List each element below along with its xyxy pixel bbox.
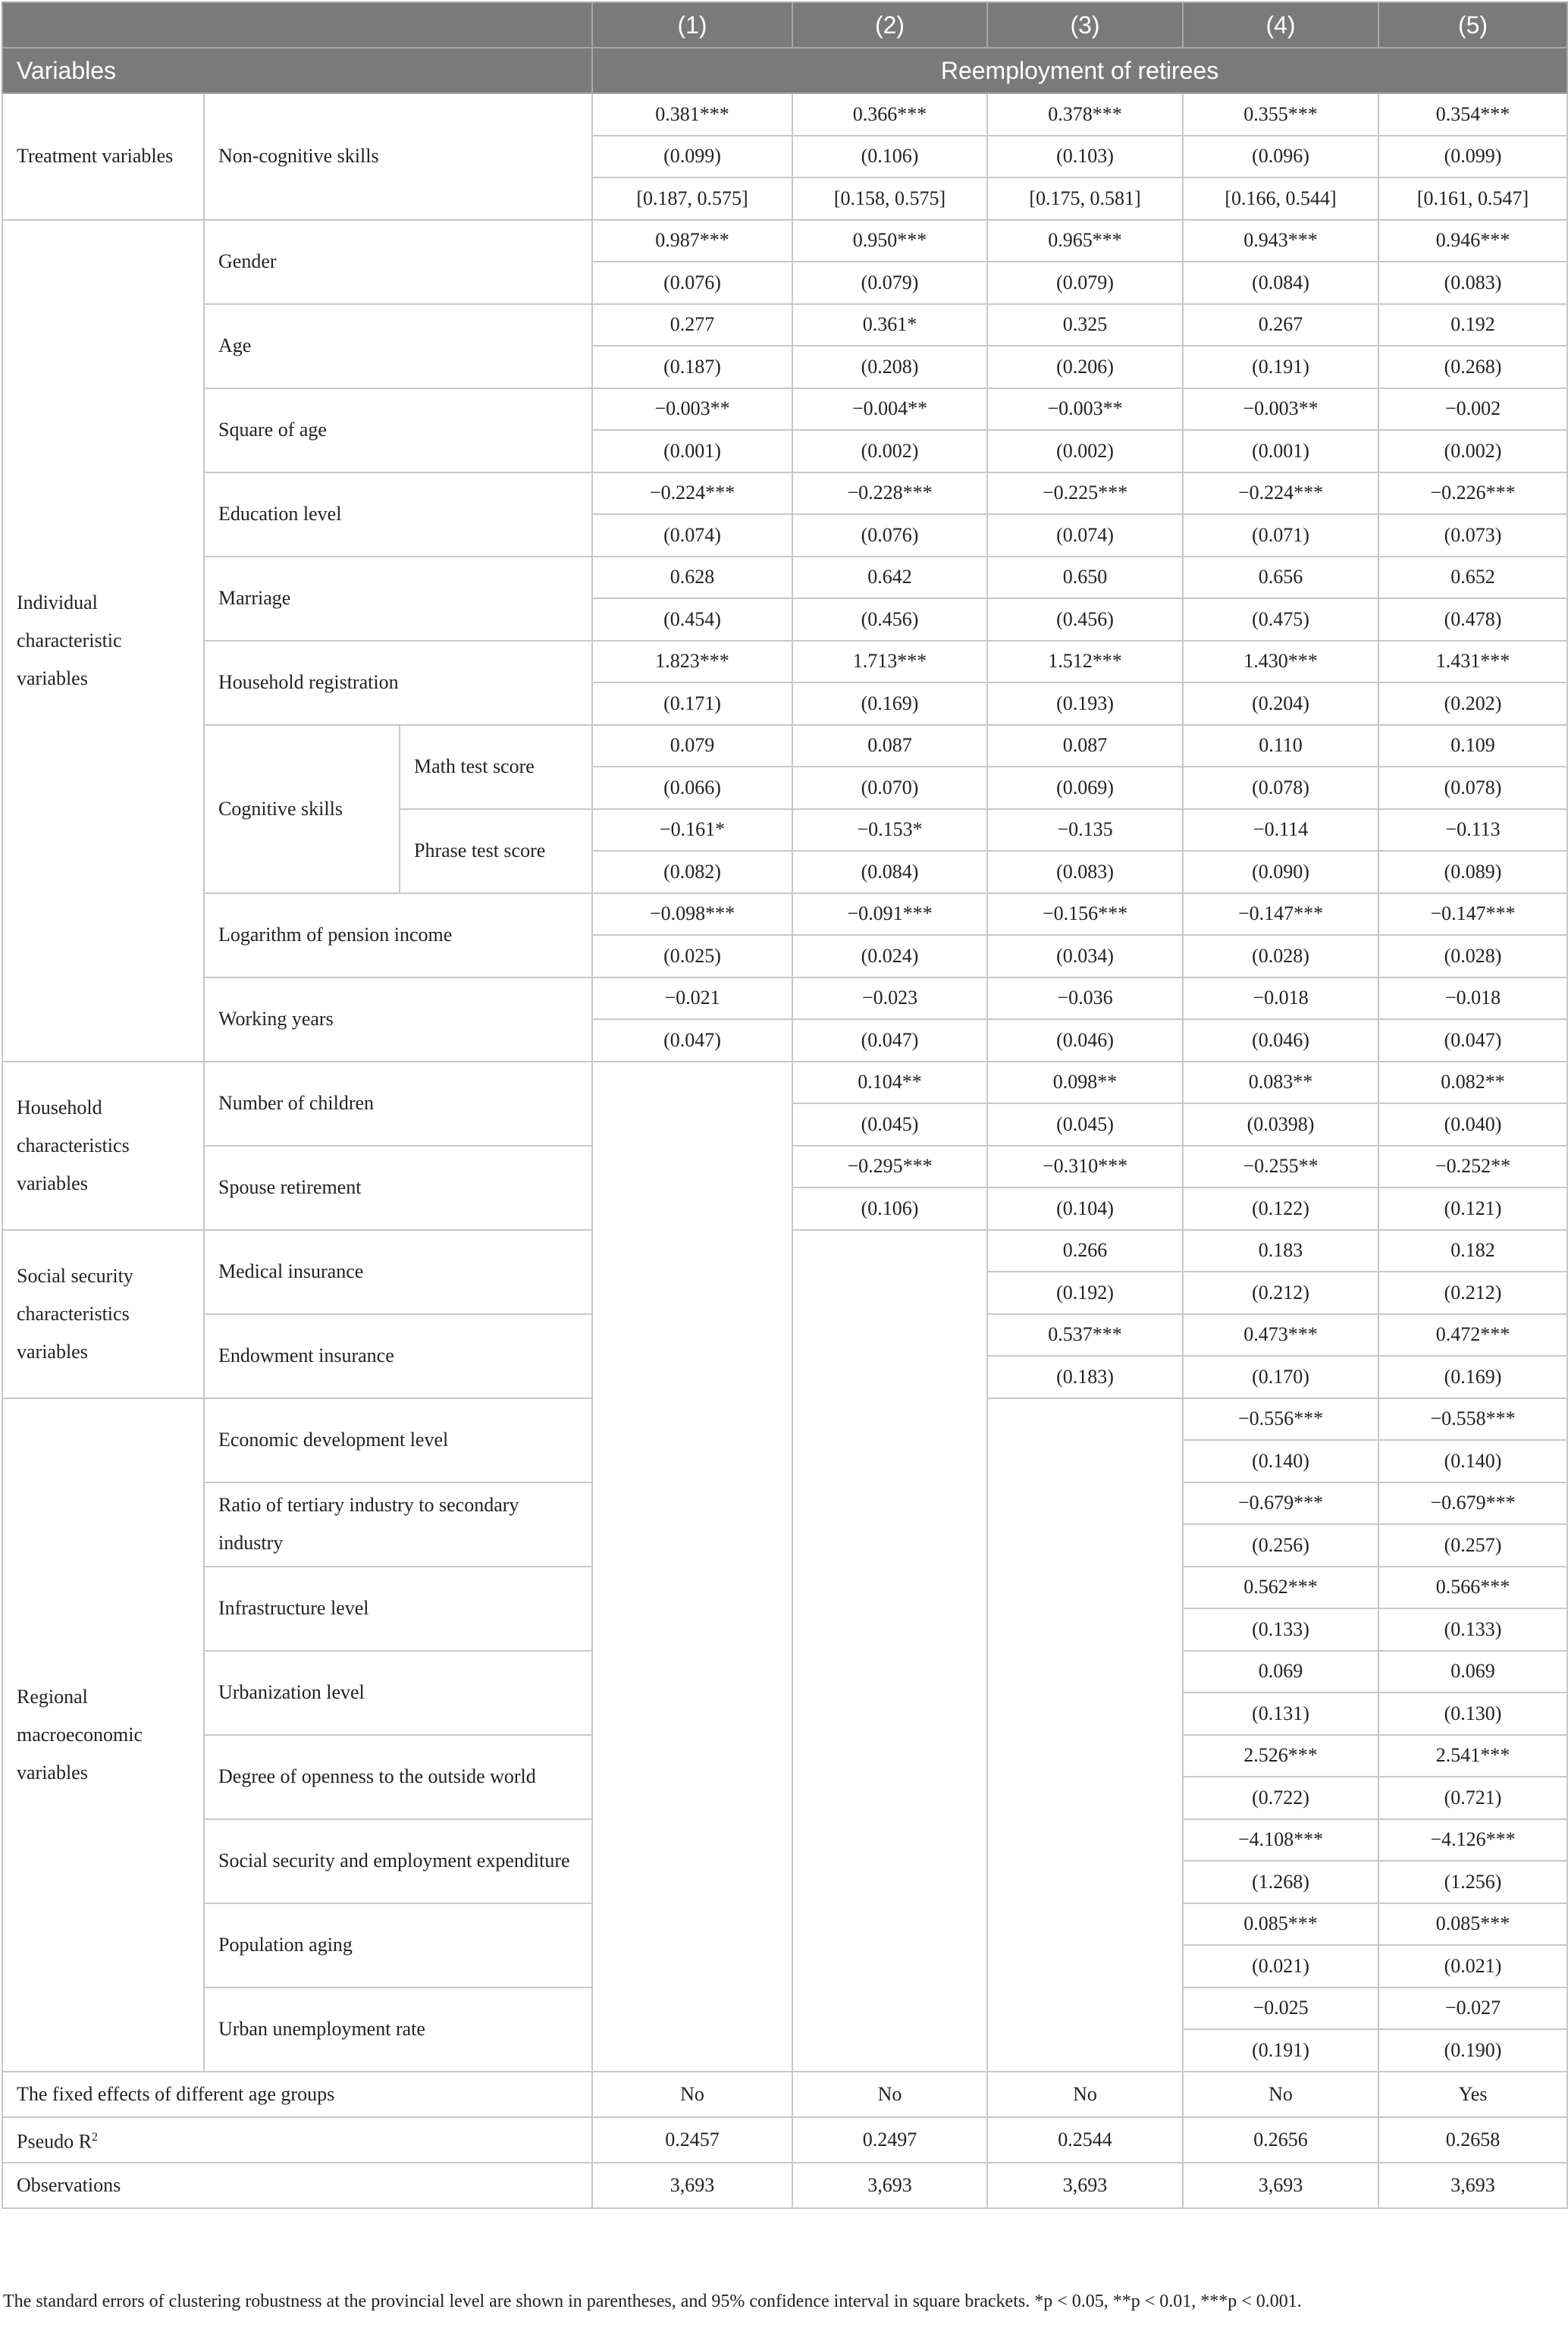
se-cell: (0.034): [987, 935, 1183, 977]
dependent-variable-header: Reemployment of retirees: [592, 48, 1567, 93]
se-cell: (0.069): [987, 767, 1183, 809]
empty-cell: [987, 1398, 1183, 2072]
coef-cell: 0.104**: [792, 1062, 987, 1104]
coef-cell: 0.562***: [1183, 1567, 1378, 1609]
se-cell: (0.046): [1183, 1019, 1378, 1062]
table-row: [2, 641, 1567, 683]
coef-cell: −0.027: [1378, 1987, 1567, 2030]
group-label-treatment: Treatment variables: [2, 93, 204, 220]
coef-cell: 0.361*: [792, 304, 987, 347]
coef-cell: 1.713***: [792, 641, 987, 683]
se-cell: (0.047): [792, 1019, 987, 1062]
se-cell: (0.133): [1183, 1608, 1378, 1651]
empty-cell: [792, 1230, 987, 2072]
se-cell: (0.131): [1183, 1693, 1378, 1735]
se-cell: (0.257): [1378, 1524, 1567, 1567]
se-cell: (0.256): [1183, 1524, 1378, 1567]
table-row: [2, 1062, 1567, 1104]
row-label: Age: [204, 304, 592, 388]
coef-cell: 2.526***: [1183, 1735, 1378, 1777]
se-cell: (0.140): [1183, 1440, 1378, 1482]
coef-cell: 0.355***: [1183, 93, 1378, 136]
row-label: Population aging: [204, 1903, 592, 1987]
se-cell: (0.084): [792, 851, 987, 893]
coef-cell: −0.025: [1183, 1987, 1378, 2030]
se-cell: (0.078): [1378, 767, 1567, 809]
coef-cell: −0.255**: [1183, 1146, 1378, 1188]
se-cell: (0.122): [1183, 1187, 1378, 1230]
coef-cell: 0.277: [592, 304, 792, 347]
coef-cell: 0.083**: [1183, 1062, 1378, 1104]
se-cell: (0.071): [1183, 514, 1378, 557]
row-label: Phrase test score: [400, 809, 592, 893]
coef-cell: −0.004**: [792, 388, 987, 431]
se-cell: (0.208): [792, 346, 987, 388]
coef-cell: 0.946***: [1378, 220, 1567, 262]
se-cell: (0.121): [1378, 1187, 1567, 1230]
table-row: [2, 977, 1567, 1020]
se-cell: (0.021): [1378, 1945, 1567, 1987]
se-cell: (0.078): [1183, 767, 1378, 809]
coef-cell: 0.085***: [1378, 1903, 1567, 1946]
se-cell: (0.084): [1183, 262, 1378, 304]
table-row: [2, 220, 1567, 262]
coef-cell: −0.003**: [592, 388, 792, 431]
se-cell: (0.212): [1378, 1272, 1567, 1314]
coef-cell: −0.295***: [792, 1146, 987, 1188]
se-cell: (0.076): [792, 514, 987, 557]
se-cell: (0.083): [1378, 262, 1567, 304]
se-cell: (0.028): [1378, 935, 1567, 977]
coef-cell: 0.087: [792, 725, 987, 767]
row-label: Social security and employment expenditure: [204, 1819, 592, 1903]
coef-cell: −0.156***: [987, 893, 1183, 936]
se-cell: (0.074): [987, 514, 1183, 557]
coef-cell: −0.113: [1378, 809, 1567, 852]
coef-cell: 0.566***: [1378, 1567, 1567, 1609]
table-row-observations: [2, 2163, 1567, 2208]
r2-cell: 0.2656: [1183, 2117, 1378, 2163]
header-row-titles: [2, 48, 1567, 93]
coef-cell: 0.965***: [987, 220, 1183, 262]
ci-cell: [0.158, 0.575]: [792, 177, 987, 220]
coef-cell: −0.225***: [987, 472, 1183, 515]
obs-cell: 3,693: [987, 2163, 1183, 2208]
coef-cell: −0.153*: [792, 809, 987, 852]
coef-cell: 0.628: [592, 557, 792, 599]
se-cell: (0.001): [1183, 430, 1378, 472]
table-footnote: The standard errors of clustering robustness at the provincial level are shown in parentheses, and 95% confidence interval in square brackets. *p < 0.05, **p < 0.01, ***p < 0.001.: [3, 2292, 1302, 2311]
r2-cell: 0.2497: [792, 2117, 987, 2163]
r2-cell: 0.2658: [1378, 2117, 1567, 2163]
coef-cell: 0.182: [1378, 1230, 1567, 1272]
se-cell: (0.456): [792, 598, 987, 641]
row-label: Math test score: [400, 725, 592, 809]
table-row-pseudo-r2: [2, 2117, 1567, 2163]
ci-cell: [0.187, 0.575]: [592, 177, 792, 220]
row-label: Number of children: [204, 1062, 592, 1146]
coef-cell: −0.679***: [1378, 1482, 1567, 1525]
coef-cell: 0.082**: [1378, 1062, 1567, 1104]
se-cell: (0.206): [987, 346, 1183, 388]
coef-cell: 1.512***: [987, 641, 1183, 683]
obs-cell: 3,693: [592, 2163, 792, 2208]
coef-cell: −0.558***: [1378, 1398, 1567, 1441]
coef-cell: −0.003**: [1183, 388, 1378, 431]
row-label: Infrastructure level: [204, 1567, 592, 1651]
se-cell: (0.193): [987, 682, 1183, 725]
se-cell: (0.202): [1378, 682, 1567, 725]
se-cell: (0.140): [1378, 1440, 1567, 1482]
coef-cell: −0.135: [987, 809, 1183, 852]
col-label-3: (3): [987, 2, 1183, 48]
table-row: [2, 725, 1567, 767]
se-cell: (1.268): [1183, 1861, 1378, 1903]
se-cell: (0.002): [792, 430, 987, 472]
se-cell: (0.103): [987, 136, 1183, 178]
se-cell: (0.096): [1183, 136, 1378, 178]
coef-cell: 0.381***: [592, 93, 792, 136]
coef-cell: 1.823***: [592, 641, 792, 683]
se-cell: (0.133): [1378, 1608, 1567, 1651]
coef-cell: −0.091***: [792, 893, 987, 936]
coef-cell: 0.192: [1378, 304, 1567, 347]
se-cell: (0.047): [592, 1019, 792, 1062]
se-cell: (0.171): [592, 682, 792, 725]
row-label: Medical insurance: [204, 1230, 592, 1314]
coef-cell: 0.109: [1378, 725, 1567, 767]
col-label-5: (5): [1378, 2, 1567, 48]
se-cell: (0.454): [592, 598, 792, 641]
se-cell: (0.170): [1183, 1356, 1378, 1398]
coef-cell: 1.431***: [1378, 641, 1567, 683]
coef-cell: 0.987***: [592, 220, 792, 262]
coef-cell: −0.228***: [792, 472, 987, 515]
table-row: [2, 93, 1567, 136]
coef-cell: 2.541***: [1378, 1735, 1567, 1777]
row-label: Working years: [204, 977, 592, 1062]
coef-cell: 0.085***: [1183, 1903, 1378, 1946]
se-cell: (0.722): [1183, 1777, 1378, 1819]
coef-cell: −0.226***: [1378, 472, 1567, 515]
row-label: Observations: [2, 2163, 592, 2208]
se-cell: (0.475): [1183, 598, 1378, 641]
coef-cell: −0.002: [1378, 388, 1567, 431]
se-cell: (0.079): [792, 262, 987, 304]
r2-cell: 0.2544: [987, 2117, 1183, 2163]
se-cell: (0.021): [1183, 1945, 1378, 1987]
coef-cell: 1.430***: [1183, 641, 1378, 683]
coef-cell: 0.183: [1183, 1230, 1378, 1272]
se-cell: (0.478): [1378, 598, 1567, 641]
coef-cell: 0.656: [1183, 557, 1378, 599]
group-label-social-security: Social security characteristics variables: [2, 1230, 204, 1398]
col-label-4: (4): [1183, 2, 1378, 48]
ci-cell: [0.175, 0.581]: [987, 177, 1183, 220]
se-cell: (0.183): [987, 1356, 1183, 1398]
se-cell: (0.047): [1378, 1019, 1567, 1062]
table-row-fixed-effects: [2, 2072, 1567, 2117]
coef-cell: −0.556***: [1183, 1398, 1378, 1441]
se-cell: (0.099): [592, 136, 792, 178]
coef-cell: −0.036: [987, 977, 1183, 1020]
coef-cell: 0.650: [987, 557, 1183, 599]
coef-cell: 0.098**: [987, 1062, 1183, 1104]
fe-cell: Yes: [1378, 2072, 1567, 2117]
row-label-cognitive-skills: Cognitive skills: [204, 725, 400, 893]
row-label: Economic development level: [204, 1398, 592, 1482]
se-cell: (0.204): [1183, 682, 1378, 725]
coef-cell: 0.267: [1183, 304, 1378, 347]
header-row-columns: [2, 2, 1567, 48]
row-label: Urbanization level: [204, 1651, 592, 1735]
row-label: Gender: [204, 220, 592, 304]
table-row: [2, 388, 1567, 431]
se-cell: (0.191): [1183, 2029, 1378, 2072]
table-row: [2, 893, 1567, 936]
coef-cell: −0.018: [1378, 977, 1567, 1020]
pseudo-r-text: Pseudo R: [17, 2130, 92, 2153]
coef-cell: 0.378***: [987, 93, 1183, 136]
se-cell: (0.169): [1378, 1356, 1567, 1398]
se-cell: (0.074): [592, 514, 792, 557]
obs-cell: 3,693: [1378, 2163, 1567, 2208]
fe-cell: No: [792, 2072, 987, 2117]
superscript-two: 2: [91, 2130, 98, 2144]
se-cell: (0.456): [987, 598, 1183, 641]
coef-cell: 0.266: [987, 1230, 1183, 1272]
coef-cell: 0.473***: [1183, 1314, 1378, 1357]
r2-cell: 0.2457: [592, 2117, 792, 2163]
coef-cell: 0.087: [987, 725, 1183, 767]
se-cell: (0.130): [1378, 1693, 1567, 1735]
coef-cell: −0.003**: [987, 388, 1183, 431]
fe-cell: No: [1183, 2072, 1378, 2117]
coef-cell: −0.224***: [1183, 472, 1378, 515]
coef-cell: 0.325: [987, 304, 1183, 347]
coef-cell: 0.354***: [1378, 93, 1567, 136]
se-cell: (0.0398): [1183, 1103, 1378, 1146]
row-label: The fixed effects of different age groups: [2, 2072, 592, 2117]
row-label: Square of age: [204, 388, 592, 472]
row-label: Endowment insurance: [204, 1314, 592, 1398]
se-cell: (0.099): [1378, 136, 1567, 178]
se-cell: (0.082): [592, 851, 792, 893]
se-cell: (0.106): [792, 1187, 987, 1230]
se-cell: (0.104): [987, 1187, 1183, 1230]
coef-cell: −0.018: [1183, 977, 1378, 1020]
coef-cell: 0.366***: [792, 93, 987, 136]
coef-cell: −4.126***: [1378, 1819, 1567, 1862]
regression-table: [2, 2, 1568, 2209]
row-label-pseudo-r2: [2, 2117, 592, 2163]
ci-cell: [0.166, 0.544]: [1183, 177, 1378, 220]
se-cell: (0.192): [987, 1272, 1183, 1314]
row-label: Spouse retirement: [204, 1146, 592, 1230]
table-row: [2, 557, 1567, 599]
coef-cell: −0.224***: [592, 472, 792, 515]
coef-cell: −0.098***: [592, 893, 792, 936]
se-cell: (0.076): [592, 262, 792, 304]
se-cell: (0.073): [1378, 514, 1567, 557]
se-cell: (0.045): [792, 1103, 987, 1146]
se-cell: (0.083): [987, 851, 1183, 893]
row-label: Urban unemployment rate: [204, 1987, 592, 2072]
se-cell: (0.028): [1183, 935, 1378, 977]
coef-cell: 0.652: [1378, 557, 1567, 599]
coef-cell: −0.114: [1183, 809, 1378, 852]
se-cell: (0.268): [1378, 346, 1567, 388]
row-label: Non-cognitive skills: [204, 93, 592, 220]
ci-cell: [0.161, 0.547]: [1378, 177, 1567, 220]
coef-cell: −0.021: [592, 977, 792, 1020]
coef-cell: −4.108***: [1183, 1819, 1378, 1862]
row-label: Marriage: [204, 557, 592, 641]
row-label: Ratio of tertiary industry to secondary industry: [204, 1482, 592, 1567]
se-cell: (0.191): [1183, 346, 1378, 388]
coef-cell: 0.537***: [987, 1314, 1183, 1357]
coef-cell: 0.069: [1183, 1651, 1378, 1693]
table-row: [2, 304, 1567, 347]
se-cell: (1.256): [1378, 1861, 1567, 1903]
row-label: Household registration: [204, 641, 592, 725]
coef-cell: −0.679***: [1183, 1482, 1378, 1525]
se-cell: (0.002): [987, 430, 1183, 472]
se-cell: (0.066): [592, 767, 792, 809]
coef-cell: 0.943***: [1183, 220, 1378, 262]
coef-cell: 0.079: [592, 725, 792, 767]
header-blank: [2, 2, 592, 48]
se-cell: (0.187): [592, 346, 792, 388]
se-cell: (0.070): [792, 767, 987, 809]
row-label: Logarithm of pension income: [204, 893, 592, 977]
obs-cell: 3,693: [1183, 2163, 1378, 2208]
variables-header: Variables: [2, 48, 592, 93]
col-label-1: (1): [592, 2, 792, 48]
se-cell: (0.046): [987, 1019, 1183, 1062]
group-label-regional: Regional macroeconomic variables: [2, 1398, 204, 2072]
se-cell: (0.001): [592, 430, 792, 472]
coef-cell: 0.950***: [792, 220, 987, 262]
se-cell: (0.169): [792, 682, 987, 725]
se-cell: (0.079): [987, 262, 1183, 304]
fe-cell: No: [592, 2072, 792, 2117]
fe-cell: No: [987, 2072, 1183, 2117]
col-label-2: (2): [792, 2, 987, 48]
group-label-household: Household characteristics variables: [2, 1062, 204, 1230]
coef-cell: 0.472***: [1378, 1314, 1567, 1357]
table-row: [2, 472, 1567, 515]
obs-cell: 3,693: [792, 2163, 987, 2208]
coef-cell: 0.069: [1378, 1651, 1567, 1693]
row-label: Education level: [204, 472, 592, 557]
se-cell: (0.025): [592, 935, 792, 977]
coef-cell: −0.310***: [987, 1146, 1183, 1188]
coef-cell: −0.161*: [592, 809, 792, 852]
se-cell: (0.090): [1183, 851, 1378, 893]
se-cell: (0.190): [1378, 2029, 1567, 2072]
coef-cell: −0.147***: [1378, 893, 1567, 936]
coef-cell: −0.147***: [1183, 893, 1378, 936]
se-cell: (0.106): [792, 136, 987, 178]
se-cell: (0.212): [1183, 1272, 1378, 1314]
coef-cell: −0.023: [792, 977, 987, 1020]
empty-cell: [592, 1062, 792, 2072]
se-cell: (0.024): [792, 935, 987, 977]
se-cell: (0.002): [1378, 430, 1567, 472]
group-label-individual: Individual characteristic variables: [2, 220, 204, 1062]
coef-cell: 0.642: [792, 557, 987, 599]
se-cell: (0.045): [987, 1103, 1183, 1146]
row-label: Degree of openness to the outside world: [204, 1735, 592, 1819]
coef-cell: −0.252**: [1378, 1146, 1567, 1188]
coef-cell: 0.110: [1183, 725, 1378, 767]
se-cell: (0.089): [1378, 851, 1567, 893]
se-cell: (0.721): [1378, 1777, 1567, 1819]
se-cell: (0.040): [1378, 1103, 1567, 1146]
